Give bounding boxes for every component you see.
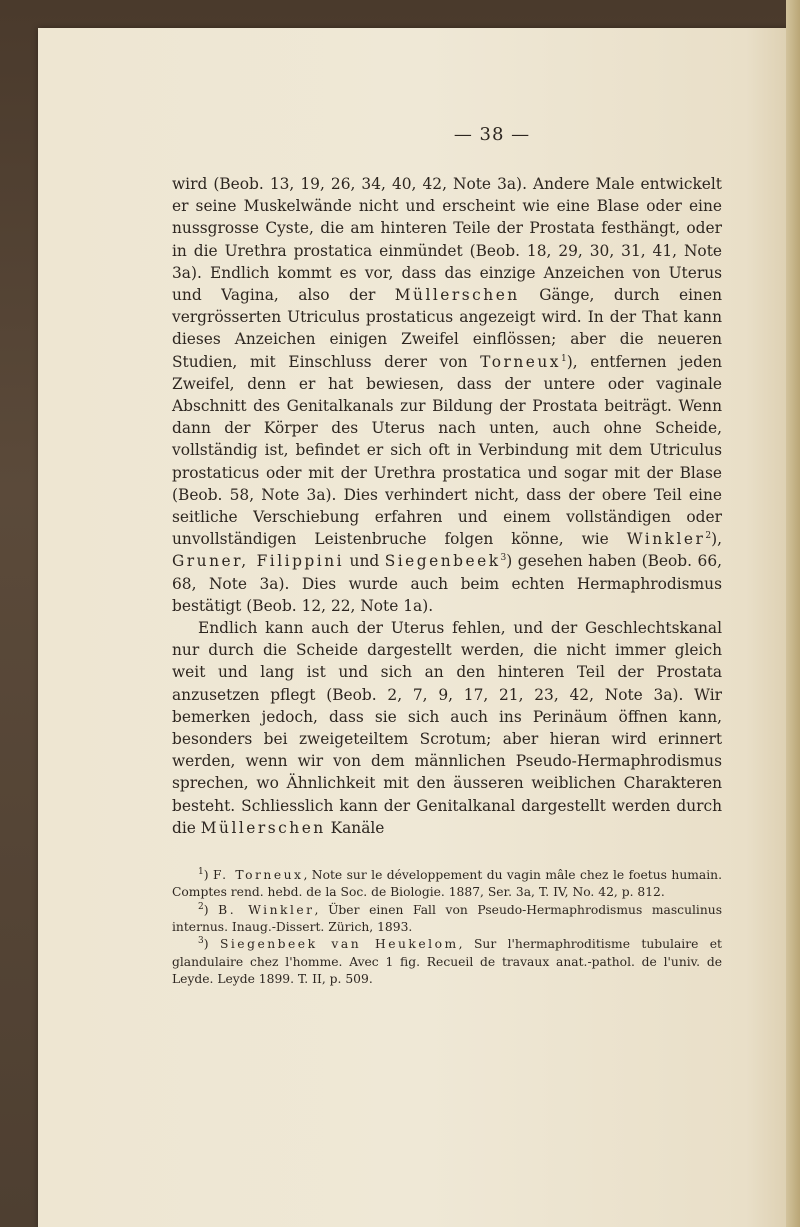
text-run: ) gesehen haben (Beob. 66, 68, Note 3a). Dies wurde auch beim echten Hermaphrodismus bestätigt (Beob. 12, 22, Note 1a). bbox=[172, 552, 722, 615]
paragraph-1 bbox=[172, 173, 722, 617]
author-name: Gruner, Filippini bbox=[172, 552, 345, 571]
footnote-author: B. Winkler bbox=[218, 902, 315, 917]
footnote-text: , Note sur le développement du vagin mâle chez le foetus humain. Comptes rend. hebd. de la Soc. de Biologie. 1887, Ser. 3a, T. IV, No. 42, p. 812. bbox=[172, 868, 722, 900]
footnote-author: F. Torneux bbox=[212, 868, 304, 883]
footnote-ref: 3 bbox=[500, 553, 507, 564]
page-edge bbox=[786, 0, 800, 1227]
author-name: Winkler bbox=[626, 530, 706, 549]
text-run: Kanäle bbox=[325, 818, 385, 837]
author-name: Siegenbeek bbox=[384, 552, 501, 571]
page-content bbox=[172, 124, 722, 988]
footnotes bbox=[172, 867, 722, 988]
footnote-1: $^1$) F. Torneux, Note sur le développement du vagin mâle chez le foetus humain. Comptes rend. hebd. de la Soc. de Biologie. 1887, Ser. 3a, T. IV, No. 42, p. 812. bbox=[172, 867, 722, 900]
author-name: Müllerschen bbox=[394, 286, 520, 305]
text-run: ), bbox=[711, 530, 722, 549]
footnote-text: , Sur l'hermaphroditisme tubulaire et glandulaire chez l'homme. Avec 1 fig. Recueil de travaux anat.-pathol. de l'univ. de Leyde. Leyde 1899. T. II, p. 509. bbox=[172, 937, 722, 986]
footnote-3: $^3$) Siegenbeek van Heukelom, Sur l'hermaphroditisme tubulaire et glandulaire chez l'homme. Avec 1 fig. Recueil de travaux anat.-pathol. de l'univ. de Leyde. Leyde 1899. T. II, p. 509. bbox=[172, 936, 722, 986]
footnote-author: Siegenbeek van Heukelom bbox=[219, 937, 459, 952]
footnote-mark: 1 bbox=[198, 867, 204, 877]
paragraph-2 bbox=[172, 617, 722, 839]
text-run: und bbox=[344, 552, 385, 571]
text-run: Gänge, durch einen vergrösserten Utriculus prostaticus angezeigt wird. In der That kann dieses Anzeichen einigen Zweifel einflössen; aber die neueren Studien, mit Einschluss derer von bbox=[172, 286, 722, 371]
footnote-2: $^2$) B. Winkler, Über einen Fall von Pseudo-Hermaphrodismus masculinus internus. Inaug.-Dissert. Zürich, 1893. bbox=[172, 901, 723, 934]
text-run: ), entfernen jeden Zweifel, denn er hat bewiesen, dass der untere oder vaginale Abschnitt des Genitalkanals zur Bildung der Prostata beiträgt. Wenn dann der Körper des Uterus nach unten, auch ohne Scheide, vollständig ist, befindet er sich oft in Verbindung mit dem Utriculus prostaticus oder mit der Urethra prostatica und sogar mit der Blase (Beob. 58, Note 3a). Dies verhindert nicht, dass der obere Teil eine seitliche Verschiebung erfahren und einem vollständigen oder unvollständigen Leistenbruche folgen könne, wie bbox=[172, 352, 723, 549]
book-page bbox=[38, 28, 800, 1227]
text-run: Endlich kann auch der Uterus fehlen, und der Geschlechtskanal nur durch die Scheide dargestellt werden, die nicht immer gleich weit und lang ist und sich an den hinteren Teil der Prostata anzusetzen pflegt (Beob. 2, 7, 9, 17, 21, 23, 42, Note 3a). Wir bemerken jedoch, dass sie sich auch ins Perinäum öffnen kann, besonders bei zweigeteiltem Scrotum; aber hieran wird erinnert werden, wenn wir von dem männlichen Pseudo-Hermaphrodismus sprechen, wo Ähnlichkeit mit den äusseren weiblichen Charakteren besteht. Schliesslich kann der Genitalkanal dargestellt werden durch die bbox=[172, 619, 722, 837]
author-name: Müllerschen bbox=[200, 818, 326, 837]
footnote-mark: 3 bbox=[198, 936, 204, 947]
text-run: wird (Beob. 13, 19, 26, 34, 40, 42, Note 3a). Andere Male entwickelt er seine Muskelwände nicht und erscheint wie eine Blase oder eine nussgrosse Cyste, die am hinteren Teile der Prostata festhängt, oder in die Urethra prostatica einmündet (Beob. 18, 29, 30, 31, 41, Note 3a). Endlich kommt es vor, dass das einzige Anzeichen von Uterus und Vagina, also der bbox=[172, 175, 722, 305]
footnote-text: , Über einen Fall von Pseudo-Hermaphrodismus masculinus internus. Inaug.-Dissert. Zürich, 1893. bbox=[172, 902, 723, 934]
page-number: — 38 — bbox=[453, 124, 531, 145]
footnote-ref: 1 bbox=[560, 353, 567, 364]
footnote-mark: 2 bbox=[198, 901, 204, 912]
author-name: Torneux bbox=[480, 352, 561, 371]
body-text bbox=[172, 173, 722, 839]
footnote-ref: 2 bbox=[705, 531, 712, 542]
